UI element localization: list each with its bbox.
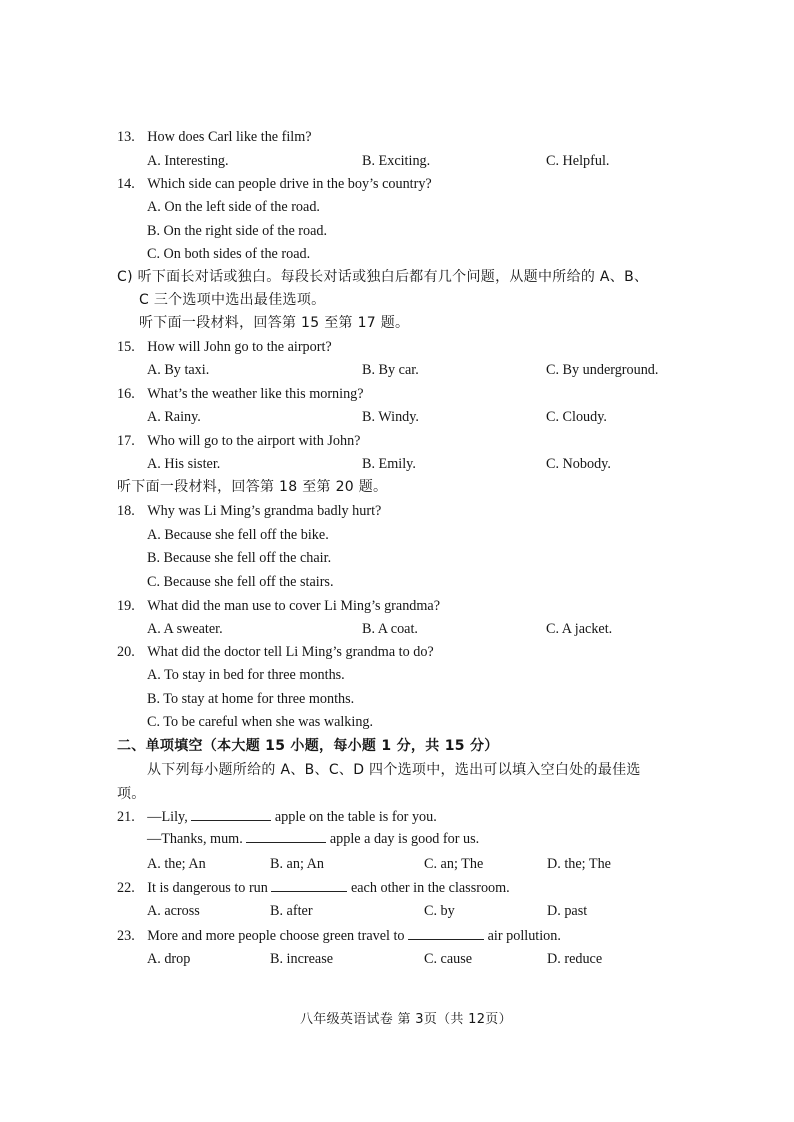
question-18-option-c: C. Because she fell off the stairs. xyxy=(147,574,334,590)
question-19-option-c: C. A jacket. xyxy=(546,621,613,637)
question-14-text: Which side can people drive in the boy’s country? xyxy=(147,176,432,192)
question-16-option-a: A. Rainy. xyxy=(147,409,201,425)
question-21-option-d: D. the; The xyxy=(547,856,611,872)
question-23-option-b: B. increase xyxy=(270,951,334,967)
question-15-text: How will John go to the airport? xyxy=(147,339,332,355)
question-22-option-a: A. across xyxy=(147,903,200,919)
question-13-option-c: C. Helpful. xyxy=(546,153,610,169)
question-21-option-b: B. an; An xyxy=(270,856,324,872)
question-13-text: How does Carl like the film? xyxy=(147,129,312,145)
answer-blank xyxy=(271,879,347,892)
question-13-option-b: B. Exciting. xyxy=(362,153,431,169)
question-23: 23. More and more people choose green travel to air pollution. xyxy=(117,928,561,944)
question-18-text: Why was Li Ming’s grandma badly hurt? xyxy=(147,503,382,519)
question-18-option-b: B. Because she fell off the chair. xyxy=(147,550,332,566)
question-14-option-a: A. On the left side of the road. xyxy=(147,199,320,215)
question-18-option-a: A. Because she fell off the bike. xyxy=(147,527,329,543)
question-22-option-d: D. past xyxy=(547,903,588,919)
question-14-option-c: C. On both sides of the road. xyxy=(147,246,311,262)
question-21-line2: —Thanks, mum. apple a day is good for us. xyxy=(147,831,480,847)
material-instruction-18-20: 听下面一段材料，回答第 18 至第 20 题。 xyxy=(117,479,388,495)
question-22: 22. It is dangerous to run each other in the classroom. xyxy=(117,880,510,896)
question-15: 15. How will John go to the airport? xyxy=(117,339,332,355)
question-20-option-b: B. To stay at home for three months. xyxy=(147,691,355,707)
answer-blank xyxy=(246,830,326,843)
question-23-option-d: D. reduce xyxy=(547,951,603,967)
question-15-option-c: C. By underground. xyxy=(546,362,659,378)
section-c-instruction-line1: C) 听下面长对话或独白。每段长对话或独白后都有几个问题，从题中所给的 A、B、 xyxy=(117,269,649,285)
question-16-option-b: B. Windy. xyxy=(362,409,419,425)
part-2-heading: 二、单项填空（本大题 15 小题，每小题 1 分，共 15 分） xyxy=(117,738,499,754)
question-18: 18. Why was Li Ming’s grandma badly hurt? xyxy=(117,503,382,519)
question-20-option-a: A. To stay in bed for three months. xyxy=(147,667,345,683)
question-15-option-b: B. By car. xyxy=(362,362,419,378)
material-instruction-15-17: 听下面一段材料，回答第 15 至第 17 题。 xyxy=(139,315,410,331)
answer-blank xyxy=(408,927,484,940)
question-21-option-a: A. the; An xyxy=(147,856,206,872)
question-13: 13. How does Carl like the film? xyxy=(117,129,312,145)
question-23-option-a: A. drop xyxy=(147,951,191,967)
question-20-option-c: C. To be careful when she was walking. xyxy=(147,714,374,730)
question-14-option-b: B. On the right side of the road. xyxy=(147,223,328,239)
question-19-text: What did the man use to cover Li Ming’s grandma? xyxy=(147,598,441,614)
answer-blank xyxy=(191,808,271,821)
question-23-number: 23. xyxy=(117,928,135,944)
question-19-option-a: A. A sweater. xyxy=(147,621,223,637)
question-19-option-b: B. A coat. xyxy=(362,621,418,637)
question-19: 19. What did the man use to cover Li Ming’s grandma? xyxy=(117,598,441,614)
question-17-text: Who will go to the airport with John? xyxy=(147,433,361,449)
question-17-option-a: A. His sister. xyxy=(147,456,221,472)
question-13-option-a: A. Interesting. xyxy=(147,153,229,169)
question-23-option-c: C. cause xyxy=(424,951,473,967)
question-14: 14. Which side can people drive in the boy’s country? xyxy=(117,176,432,192)
question-20: 20. What did the doctor tell Li Ming’s grandma to do? xyxy=(117,644,434,660)
question-20-text: What did the doctor tell Li Ming’s grandma to do? xyxy=(147,644,434,660)
question-17: 17. Who will go to the airport with John? xyxy=(117,433,361,449)
part-2-instruction-line2: 项。 xyxy=(117,786,146,802)
question-16-option-c: C. Cloudy. xyxy=(546,409,607,425)
question-17-option-b: B. Emily. xyxy=(362,456,416,472)
question-21-option-c: C. an; The xyxy=(424,856,484,872)
part-2-instruction-line1: 从下列每小题所给的 A、B、C、D 四个选项中，选出可以填入空白处的最佳选 xyxy=(147,762,641,778)
section-c-instruction-line2: C 三个选项中选出最佳选项。 xyxy=(139,292,326,308)
question-16: 16. What’s the weather like this morning? xyxy=(117,386,364,402)
question-22-number: 22. xyxy=(117,880,135,896)
question-21-line1: 21. —Lily, apple on the table is for you. xyxy=(117,809,437,825)
question-17-option-c: C. Nobody. xyxy=(546,456,611,472)
page-footer: 八年级英语试卷 第 3页（共 12页） xyxy=(300,1012,512,1027)
question-22-option-b: B. after xyxy=(270,903,313,919)
question-21-number: 21. xyxy=(117,809,135,825)
question-15-option-a: A. By taxi. xyxy=(147,362,210,378)
question-16-text: What’s the weather like this morning? xyxy=(147,386,364,402)
question-22-option-c: C. by xyxy=(424,903,455,919)
